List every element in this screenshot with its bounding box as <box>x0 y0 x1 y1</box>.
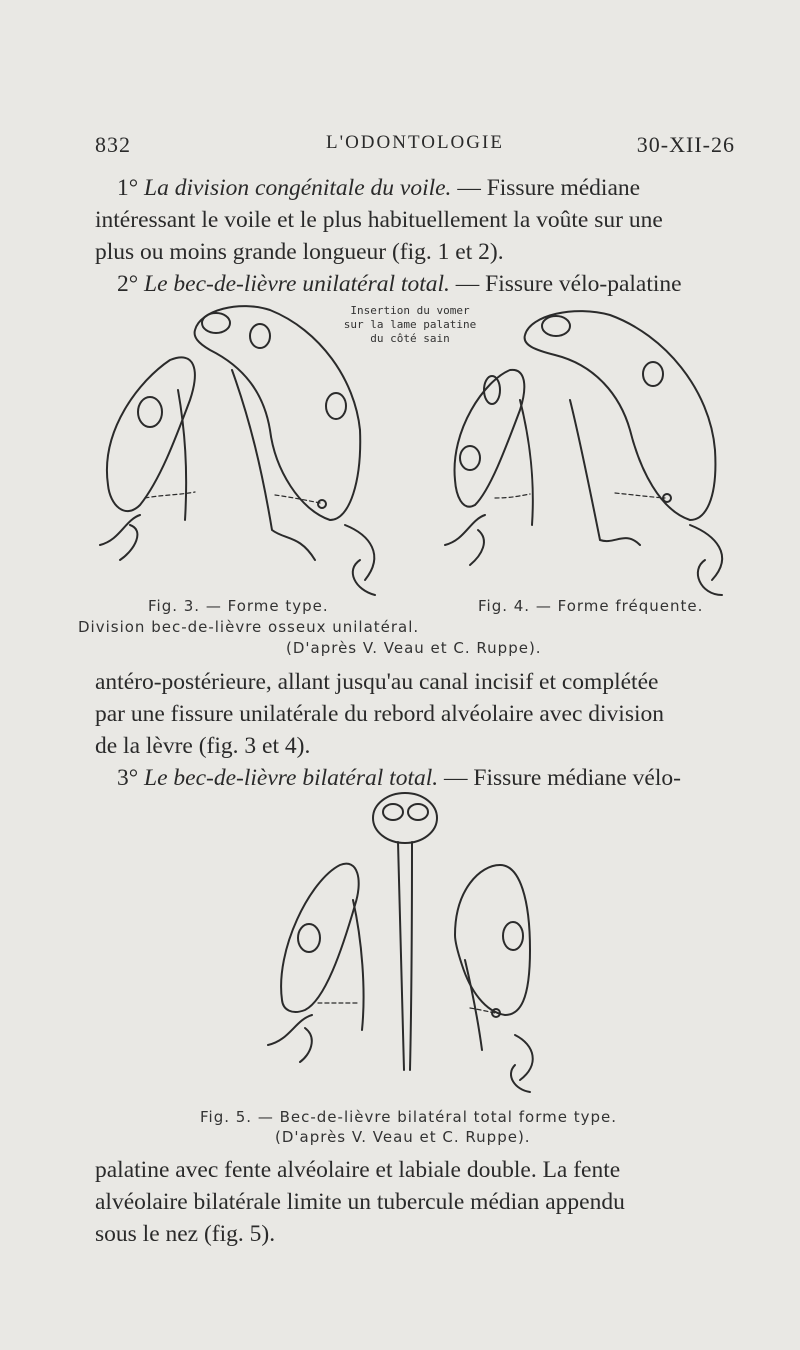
page-number: 832 <box>95 132 131 157</box>
p1-title: La division congénitale du voile. <box>144 175 452 201</box>
fig5-caption-line2: (D'après V. Veau et C. Ruppe). <box>275 1128 531 1146</box>
p1-number: 1° <box>117 175 139 201</box>
annotation-line-1: Insertion du vomer <box>350 304 470 317</box>
p2-number: 2° <box>117 271 139 297</box>
fig3-caption: Fig. 3. — Forme type. <box>148 597 329 615</box>
p1-line1: — Fissure médiane <box>457 175 641 201</box>
fig5-caption-line1: Fig. 5. — Bec-de-lièvre bilatéral total forme type. <box>200 1108 617 1126</box>
p2-cont-line2: par une fissure unilatérale du rebord alvéolaire avec division <box>95 701 664 727</box>
p1-line2: intéressant le voile et le plus habituellement la voûte sur une <box>95 207 663 233</box>
p3-cont-line1: palatine avec fente alvéolaire et labiale double. La fente <box>95 1157 621 1183</box>
journal-title: L'ODONTOLOGIE <box>326 132 504 153</box>
paragraph-3-continued <box>95 1154 735 1250</box>
p2-cont-line3: de la lèvre (fig. 3 et 4). <box>95 733 311 759</box>
fig34-caption-line2: Division bec-de-lièvre osseux unilatéral. <box>78 618 420 636</box>
p2-cont-line1: antéro-postérieure, allant jusqu'au canal incisif et complétée <box>95 669 659 695</box>
p2-line1: — Fissure vélo-palatine <box>455 271 682 297</box>
p1-line3: plus ou moins grande longueur (fig. 1 et 2). <box>95 239 504 265</box>
p3-cont-line3: sous le nez (fig. 5). <box>95 1221 276 1247</box>
p3-cont-line2: alvéolaire bilatérale limite un tubercule médian appendu <box>95 1189 625 1215</box>
p3-title: Le bec-de-lièvre bilatéral total. <box>144 765 439 791</box>
p3-number: 3° <box>117 765 139 791</box>
fig34-caption-line3: (D'après V. Veau et C. Ruppe). <box>286 639 542 657</box>
p2-title: Le bec-de-lièvre unilatéral total. <box>144 271 450 297</box>
annotation-line-2: sur la lame palatine <box>343 318 477 331</box>
issue-date: 30-XII-26 <box>636 132 735 157</box>
p3-line1: — Fissure médiane vélo- <box>444 765 681 791</box>
fig4-caption: Fig. 4. — Forme fréquente. <box>478 597 704 615</box>
annotation-line-3: du côté sain <box>370 332 450 345</box>
